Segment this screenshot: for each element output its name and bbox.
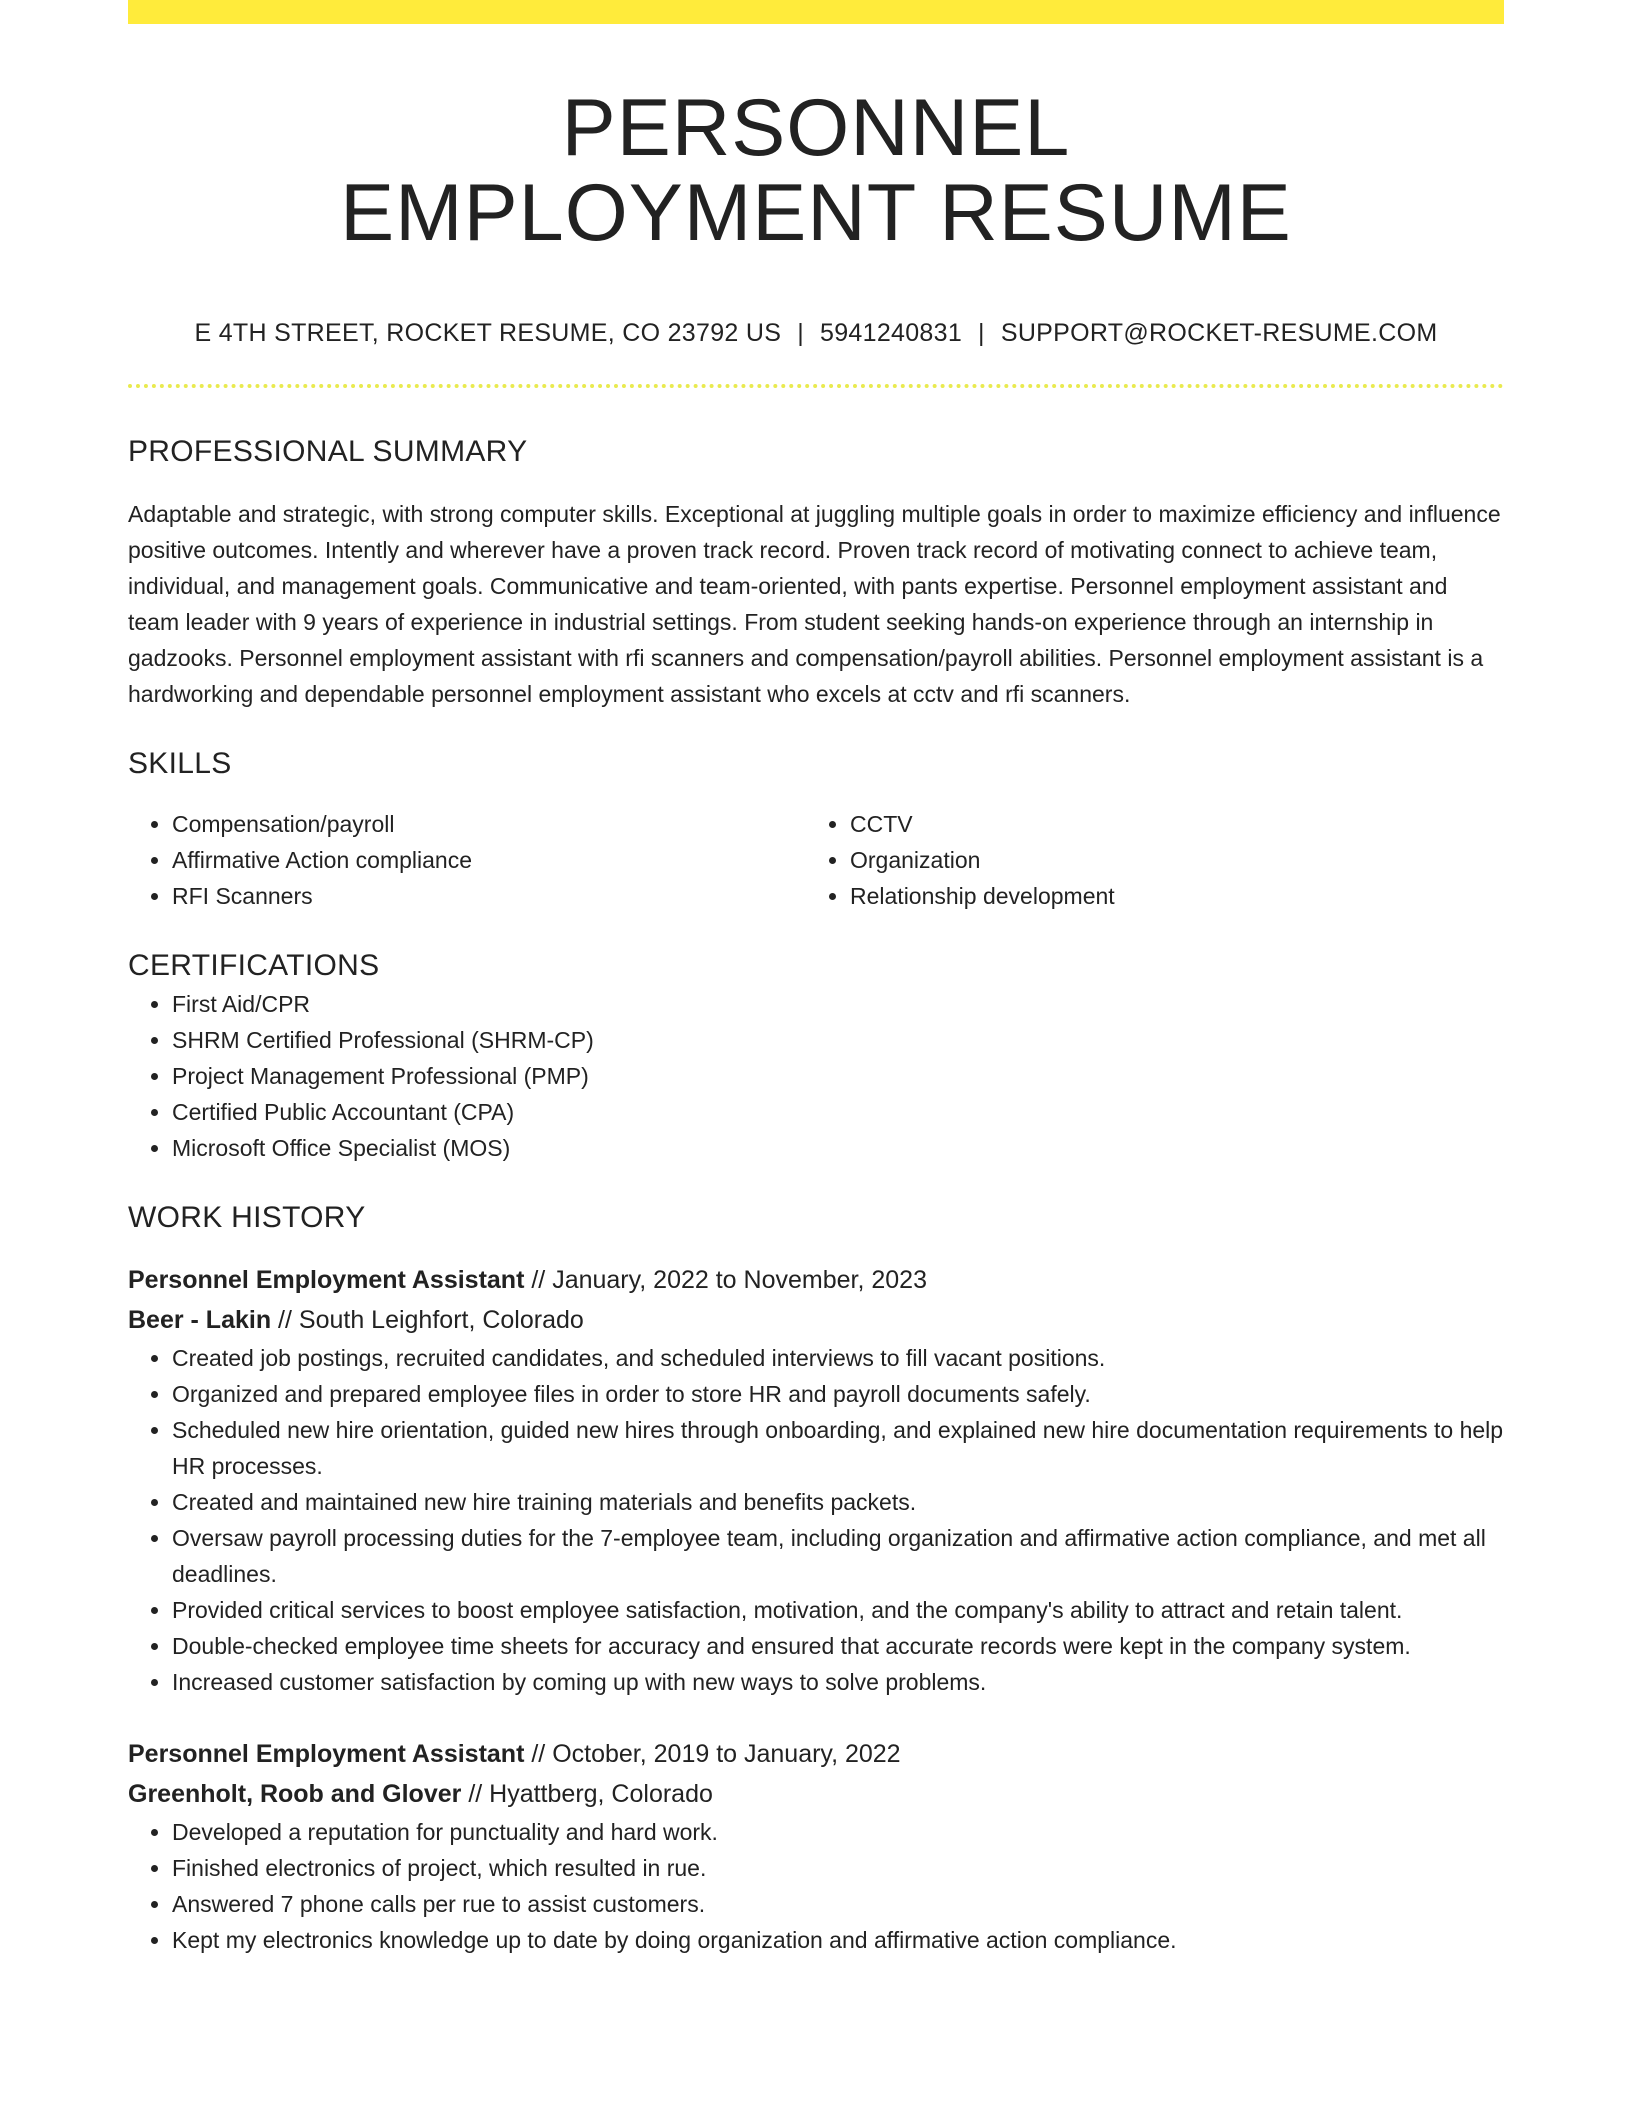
skill-item: • Affirmative Action compliance [172,842,806,878]
job-company-line [128,1774,1504,1814]
work-history-heading: WORK HISTORY [128,1201,366,1234]
contact-separator: | [797,319,804,347]
certifications-heading: CERTIFICATIONS [128,949,380,982]
certification-item: • Project Management Professional (PMP) [172,1058,1504,1094]
job-company-line [128,1300,1504,1340]
contact-address: E 4TH STREET, ROCKET RESUME, CO 23792 US [194,319,782,347]
job-dates: // January, 2022 to November, 2023 [524,1266,927,1294]
job-duty-item: • Double-checked employee time sheets for accuracy and ensured that accurate records were kept in the company system. [172,1628,1504,1664]
skill-item: • CCTV [850,806,1484,842]
job-entry [128,1734,1504,1958]
skills-column-right [806,806,1484,914]
title-line-2: EMPLOYMENT RESUME [340,168,1292,258]
job-duty-item: • Created and maintained new hire training materials and benefits packets. [172,1484,1504,1520]
summary-paragraph: Adaptable and strategic, with strong computer skills. Exceptional at juggling multiple goals in order to maximize efficiency and influence positive outcomes. Intently and wherever have a proven track record. Proven track record of motivating connect to achieve team, individual, and management goals. Communicative and team-oriented, with pants expertise. Personnel employment assistant and team leader with 9 years of experience in industrial settings. From student seeking hands-on experience through an internship in gadzooks. Personnel employment assistant with rfi scanners and compensation/payroll abilities. Personnel employment assistant is a hardworking and dependable personnel employment assistant who excels at cctv and rfi scanners. [128,501,1501,707]
contact-separator: | [978,319,985,347]
skill-item: • RFI Scanners [172,878,806,914]
job-role: Personnel Employment Assistant [128,1740,525,1768]
skills-column-left [128,806,806,914]
skills-grid [128,806,1504,914]
job-duty-item: • Oversaw payroll processing duties for the 7-employee team, including organization and affirmative action compliance, and met all deadlines. [172,1520,1504,1592]
summary-heading: PROFESSIONAL SUMMARY [128,435,528,468]
certification-item: • Certified Public Accountant (CPA) [172,1094,1504,1130]
skill-item: • Compensation/payroll [172,806,806,842]
certification-item: • Microsoft Office Specialist (MOS) [172,1130,1504,1166]
skills-heading: SKILLS [128,747,232,780]
job-dates: // October, 2019 to January, 2022 [524,1740,901,1768]
resume-page [128,0,1504,1958]
job-duty-item: • Organized and prepared employee files in order to store HR and payroll documents safely. [172,1376,1504,1412]
skill-item: • Organization [850,842,1484,878]
job-duty-item: • Kept my electronics knowledge up to date by doing organization and affirmative action compliance. [172,1922,1504,1958]
job-location: // Hyattberg, Colorado [461,1780,713,1808]
contact-line [128,316,1504,350]
job-duty-item: • Increased customer satisfaction by coming up with new ways to solve problems. [172,1664,1504,1700]
job-duty-item: • Created job postings, recruited candidates, and scheduled interviews to fill vacant positions. [172,1340,1504,1376]
job-duties-list [128,1814,1504,1958]
job-duty-item: • Answered 7 phone calls per rue to assist customers. [172,1886,1504,1922]
certification-item: • First Aid/CPR [172,986,1504,1022]
job-company: Greenholt, Roob and Glover [128,1780,462,1808]
skills-list-right [806,806,1484,914]
skills-list-left [128,806,806,914]
job-role-line [128,1260,1504,1300]
job-duty-item: • Provided critical services to boost employee satisfaction, motivation, and the company's ability to attract and retain talent. [172,1592,1504,1628]
job-duty-item: • Finished electronics of project, which resulted in rue. [172,1850,1504,1886]
job-duty-item: • Developed a reputation for punctuality and hard work. [172,1814,1504,1850]
accent-top-bar [128,0,1504,24]
title-line-1: PERSONNEL [561,83,1071,173]
contact-phone[interactable]: 5941240831 [820,319,963,347]
dotted-divider [128,384,1504,388]
certifications-list [128,986,1504,1166]
job-duties-list [128,1340,1504,1700]
job-role-line [128,1734,1504,1774]
job-location: // South Leighfort, Colorado [271,1306,584,1334]
job-duty-item: • Scheduled new hire orientation, guided new hires through onboarding, and explained new hire documentation requirements to help HR processes. [172,1412,1504,1484]
contact-email[interactable]: SUPPORT@ROCKET-RESUME.COM [1000,319,1438,347]
certification-item: • SHRM Certified Professional (SHRM-CP) [172,1022,1504,1058]
skill-item: • Relationship development [850,878,1484,914]
job-entry [128,1260,1504,1700]
resume-title [128,83,1504,258]
job-role: Personnel Employment Assistant [128,1266,525,1294]
job-company: Beer - Lakin [128,1306,272,1334]
